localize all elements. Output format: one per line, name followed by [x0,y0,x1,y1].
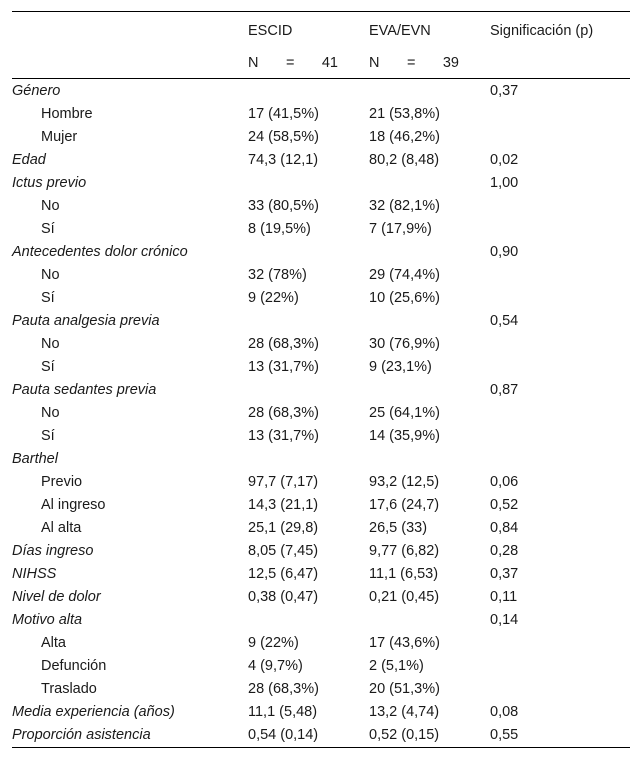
n-equals: = [285,54,295,71]
cell-escid [248,79,369,103]
cell-eva [369,608,490,631]
table-row [12,631,630,654]
table-row [12,102,630,125]
row-label: Ictus previo [12,174,87,191]
cell-eva [369,240,490,263]
table-row [12,447,630,470]
cell-p-value [490,677,630,700]
cell-eva: 9 (23,1%) [369,358,432,375]
cell-eva [369,447,490,470]
cell-eva: 2 (5,1%) [369,657,424,674]
row-label: Media experiencia (años) [12,703,175,720]
row-label: No [41,266,60,283]
sample-size-empty [12,47,248,79]
cell-escid: 8 (19,5%) [248,220,311,237]
table-row [12,194,630,217]
table-row [12,332,630,355]
cell-eva: 32 (82,1%) [369,197,440,214]
cell-eva: 0,52 (0,15) [369,723,490,748]
cell-p-value [490,424,630,447]
cell-eva: 11,1 (6,53) [369,565,439,582]
row-label: NIHSS [12,565,57,582]
row-label: Pauta sedantes previa [12,381,157,398]
n-label: N [248,54,259,71]
cell-eva: 29 (74,4%) [369,266,440,283]
header-escid: ESCID [248,12,369,48]
table-row [12,585,630,608]
cell-p-value: 0,55 [490,723,630,748]
cell-eva: 17,6 (24,7) [369,496,440,513]
row-label: Sí [41,358,55,375]
table-row [12,401,630,424]
n-label: N [369,54,380,71]
row-label: Motivo alta [12,611,83,628]
cell-escid: 0,38 (0,47) [248,588,319,605]
cell-escid: 4 (9,7%) [248,657,303,674]
table-row [12,723,630,748]
cell-p-value [490,102,630,125]
cell-escid [248,240,369,263]
table-row [12,700,630,723]
row-label: No [41,335,60,352]
cell-escid: 24 (58,5%) [248,128,319,145]
cell-p-value: 0,37 [490,82,519,99]
table-row [12,217,630,240]
row-label: Edad [12,151,46,168]
table-header [12,12,630,79]
n-equals: = [406,54,416,71]
header-eva: EVA/EVN [369,12,490,48]
cell-p-value [490,447,630,470]
cell-escid: 17 (41,5%) [248,105,319,122]
cell-p-value [490,332,630,355]
row-label: No [41,197,60,214]
cell-eva [369,378,490,401]
cell-p-value: 0,14 [490,611,519,628]
cell-p-value: 0,08 [490,703,519,720]
cell-p-value [490,194,630,217]
cell-eva: 21 (53,8%) [369,105,440,122]
cell-p-value [490,263,630,286]
cell-escid: 13 (31,7%) [248,427,319,444]
cell-p-value: 0,84 [490,519,519,536]
cell-eva [369,79,490,103]
cell-p-value: 0,52 [490,496,519,513]
row-label: Al alta [41,519,82,536]
cell-eva: 30 (76,9%) [369,335,440,352]
cell-escid: 28 (68,3%) [248,680,319,697]
cell-eva [369,171,490,194]
cell-p-value: 0,90 [490,243,519,260]
row-label: Sí [41,220,55,237]
sample-size-row [12,47,630,79]
cell-escid: 8,05 (7,45) [248,542,319,559]
cell-escid [248,608,369,631]
table-row [12,516,630,539]
cell-p-value: 0,54 [490,312,519,329]
header-empty [12,12,248,48]
cell-p-value: 0,87 [490,381,519,398]
cell-escid: 97,7 (7,17) [248,473,319,490]
cell-eva: 93,2 (12,5) [369,473,440,490]
cell-eva: 9,77 (6,82) [369,542,440,559]
cell-p-value: 0,11 [490,588,518,605]
row-label: Sí [41,289,55,306]
cell-p-value [490,401,630,424]
cell-escid: 74,3 (12,1) [248,151,319,168]
row-label: Género [12,82,61,99]
cell-escid: 11,1 (5,48) [248,703,318,720]
cell-escid [248,171,369,194]
sample-size-eva [369,47,490,79]
row-label: Nivel de dolor [12,588,101,605]
row-label: Alta [41,634,66,651]
table-row [12,79,630,103]
cell-escid [248,309,369,332]
cell-p-value [490,631,630,654]
table-row [12,539,630,562]
cell-escid: 13 (31,7%) [248,358,319,375]
table-row [12,355,630,378]
n-value-eva: 39 [442,54,459,71]
cell-eva: 7 (17,9%) [369,220,432,237]
cell-eva [369,309,490,332]
table-row [12,240,630,263]
row-label: Hombre [41,105,93,122]
statistics-table [12,11,630,748]
table-row [12,608,630,631]
cell-escid [248,447,369,470]
row-label: Días ingreso [12,542,94,559]
table-row [12,148,630,171]
table-row [12,286,630,309]
cell-p-value [490,217,630,240]
cell-escid [248,378,369,401]
cell-escid: 25,1 (29,8) [248,519,319,536]
cell-escid: 14,3 (21,1) [248,496,319,513]
table-row [12,424,630,447]
row-label: Pauta analgesia previa [12,312,160,329]
cell-eva: 18 (46,2%) [369,128,440,145]
cell-p-value [490,355,630,378]
cell-eva: 20 (51,3%) [369,680,440,697]
cell-escid: 0,54 (0,14) [248,723,369,748]
table-row [12,677,630,700]
row-label: Previo [41,473,83,490]
cell-escid: 9 (22%) [248,634,299,651]
row-label: Al ingreso [41,496,106,513]
cell-escid: 32 (78%) [248,266,307,283]
row-label: Defunción [41,657,107,674]
cell-eva: 10 (25,6%) [369,289,440,306]
table-row [12,562,630,585]
cell-p-value: 1,00 [490,174,519,191]
cell-p-value [490,286,630,309]
sample-size-escid [248,47,369,79]
cell-eva: 26,5 (33) [369,519,428,536]
cell-eva: 25 (64,1%) [369,404,440,421]
cell-escid: 28 (68,3%) [248,335,319,352]
cell-escid: 12,5 (6,47) [248,565,319,582]
cell-p-value [490,654,630,677]
table-row [12,654,630,677]
row-label: Sí [41,427,55,444]
cell-p-value: 0,06 [490,473,519,490]
cell-p-value: 0,02 [490,151,519,168]
sample-size-sig-empty [490,47,630,79]
table-row [12,378,630,401]
table-row [12,470,630,493]
cell-p-value: 0,28 [490,542,519,559]
cell-eva: 17 (43,6%) [369,634,440,651]
header-significance: Significación (p) [490,12,630,48]
header-row [12,12,630,48]
table-row [12,309,630,332]
cell-escid: 9 (22%) [248,289,299,306]
row-label: Antecedentes dolor crónico [12,243,188,260]
table-row [12,171,630,194]
cell-eva: 0,21 (0,45) [369,588,440,605]
table-row [12,493,630,516]
row-label: Barthel [12,450,58,467]
row-label: No [41,404,60,421]
cell-escid: 33 (80,5%) [248,197,319,214]
row-label: Traslado [41,680,97,697]
cell-eva: 13,2 (4,74) [369,703,440,720]
n-value-escid: 41 [321,54,338,71]
table-row [12,125,630,148]
table-row [12,263,630,286]
cell-eva: 14 (35,9%) [369,427,440,444]
row-label: Mujer [41,128,78,145]
cell-eva: 80,2 (8,48) [369,151,440,168]
cell-p-value [490,125,630,148]
cell-p-value: 0,37 [490,565,519,582]
row-label: Proporción asistencia [12,723,248,748]
table-body [12,79,630,748]
cell-escid: 28 (68,3%) [248,404,319,421]
